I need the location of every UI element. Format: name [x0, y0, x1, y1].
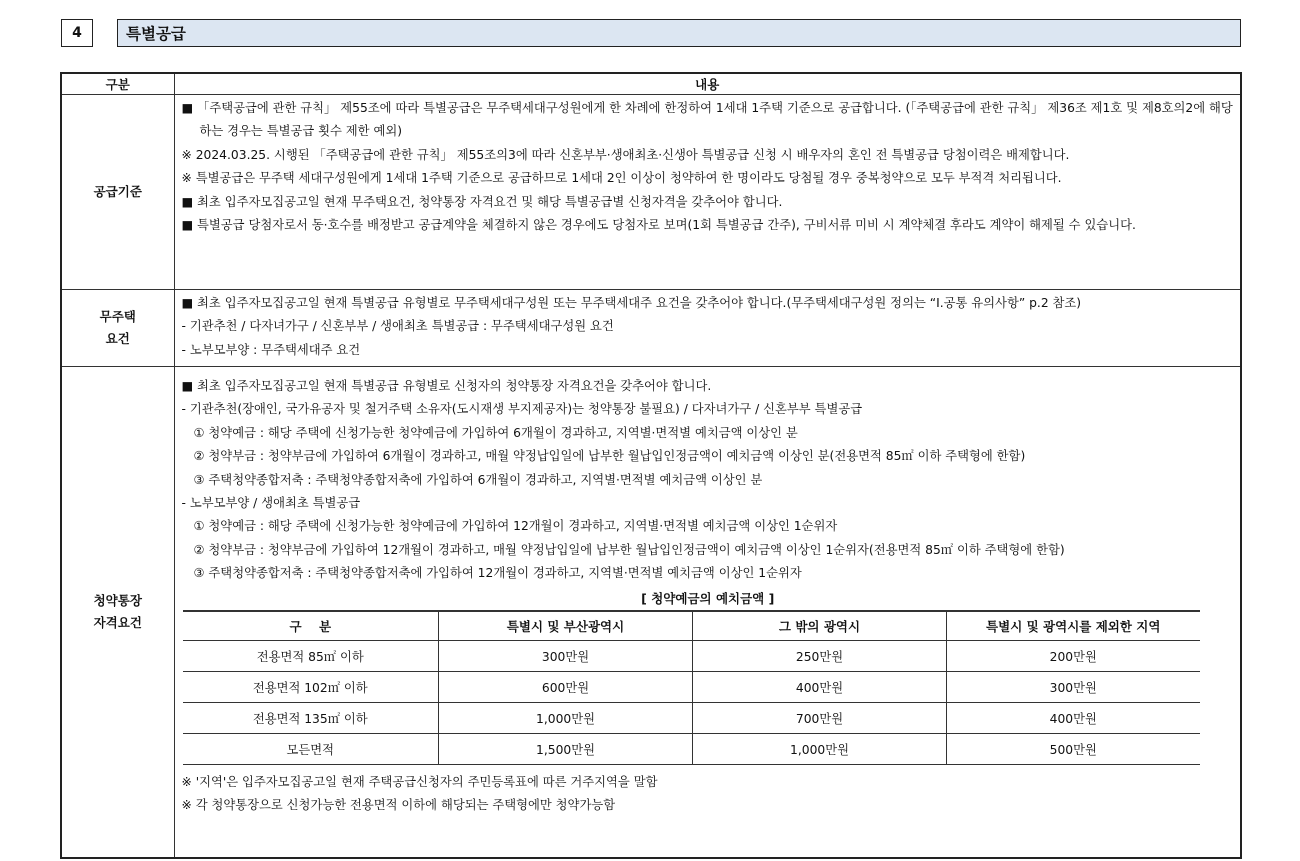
table-cell: 1,500만원 [439, 733, 693, 764]
content-line: ■ 특별공급 당첨자로서 동·호수를 배정받고 공급계약을 체결하지 않은 경우에도 당첨자로 보며(1회 특별공급 간주), 구비서류 미비 시 계약체결 후라도 계약이 해제될 수 있습니다. [181, 218, 1136, 233]
content-line: - 기관추천(장애인, 국가유공자 및 철거주택 소유자(도시재생 부지제공자)는 청약통장 불필요) / 다자녀가구 / 신혼부부 특별공급 [181, 402, 863, 417]
note-line: ※ '지역'은 입주자모집공고일 현재 주택공급신청자의 주민등록표에 따른 거주지역을 말함 [181, 774, 658, 789]
special-supply-table [60, 72, 1242, 859]
table-row [183, 640, 1200, 671]
deposit-header-cell: 구 분 [183, 611, 439, 641]
table-cell: 500만원 [947, 733, 1200, 764]
content-cell [174, 290, 1241, 367]
table-cell: 전용면적 135㎡ 이하 [183, 702, 439, 733]
content-line: ③ 주택청약종합저축 : 주택청약종합저축에 가입하여 6개월이 경과하고, 지역별·면적별 예치금액 이상인 분 [193, 472, 763, 487]
category-cell [61, 95, 174, 290]
table-cell: 400만원 [947, 702, 1200, 733]
category-label: 자격요건 [93, 615, 142, 630]
category-label: 공급기준 [93, 184, 142, 199]
content-line: ① 청약예금 : 해당 주택에 신청가능한 청약예금에 가입하여 6개월이 경과하고, 지역별·면적별 예치금액 이상인 분 [193, 425, 798, 440]
table-cell: 400만원 [693, 671, 947, 702]
row-homeless-requirement [61, 290, 1241, 367]
content-line: ■ 최초 입주자모집공고일 현재 무주택요건, 청약통장 자격요건 및 해당 특별공급별 신청자격을 갖추어야 합니다. [181, 194, 783, 209]
note-line: ※ 각 청약통장으로 신청가능한 전용면적 이하에 해당되는 주택형에만 청약가능함 [181, 798, 616, 813]
table-cell: 700만원 [693, 702, 947, 733]
category-cell [61, 290, 174, 367]
content-line: ② 청약부금 : 청약부금에 가입하여 12개월이 경과하고, 매월 약정납입일에 납부한 월납입인정금액이 예치금액 이상인 1순위자(전용면적 85㎡ 이하 주택형에 한함) [193, 542, 1065, 557]
table-cell: 1,000만원 [693, 733, 947, 764]
table-cell: 전용면적 102㎡ 이하 [183, 671, 439, 702]
table-cell: 200만원 [947, 640, 1200, 671]
content-cell [174, 95, 1241, 290]
content-line: ■ 최초 입주자모집공고일 현재 특별공급 유형별로 무주택세대구성원 또는 무주택세대주 요건을 갖추어야 합니다.(무주택세대구성원 정의는 “Ⅰ.공통 유의사항” p.2 참조) [181, 296, 1082, 310]
deposit-table-header [183, 611, 1200, 641]
content-line: - 노부모부양 / 생애최초 특별공급 [181, 496, 361, 511]
content-line: ③ 주택청약종합저축 : 주택청약종합저축에 가입하여 12개월이 경과하고, 지역별·면적별 예치금액 이상인 1순위자 [193, 566, 802, 581]
table-row [183, 671, 1200, 702]
category-label: 무주택 [99, 309, 136, 324]
table-cell: 전용면적 85㎡ 이하 [183, 640, 439, 671]
deposit-table-caption: [ 청약예금의 예치금액 ] [641, 590, 775, 606]
section-number: 4 [61, 19, 93, 47]
header-content: 내용 [174, 73, 1241, 95]
category-label: 청약통장 [93, 593, 142, 608]
table-row [183, 733, 1200, 764]
content-line: ① 청약예금 : 해당 주택에 신청가능한 청약예금에 가입하여 12개월이 경과하고, 지역별·면적별 예치금액 이상인 1순위자 [193, 519, 838, 534]
content-line: ■ 「주택공급에 관한 규칙」 제55조에 따라 특별공급은 무주택세대구성원에게 한 차례에 한정하여 1세대 1주택 기준으로 공급합니다. (「주택공급에 관한 규칙」 제36조 제1호 및 제8호의2에 해당하는 경우는 특별공급 횟수 제한 예외) [181, 101, 1233, 139]
table-cell: 250만원 [693, 640, 947, 671]
content-line: ※ 2024.03.25. 시행된 「주택공급에 관한 규칙」 제55조의3에 따라 신혼부부·생애최초·신생아 특별공급 신청 시 배우자의 혼인 전 특별공급 당첨이력은 배제합니다. [181, 147, 1070, 162]
category-cell [61, 367, 174, 859]
table-cell: 모든면적 [183, 733, 439, 764]
table-cell: 1,000만원 [439, 702, 693, 733]
category-label: 요건 [105, 331, 130, 346]
table-cell: 600만원 [439, 671, 693, 702]
row-savings-account-requirement [61, 367, 1241, 859]
table-cell: 300만원 [947, 671, 1200, 702]
content-line: - 노부모부양 : 무주택세대주 요건 [181, 342, 361, 357]
table-row [183, 702, 1200, 733]
content-line: - 기관추천 / 다자녀가구 / 신혼부부 / 생애최초 특별공급 : 무주택세대구성원 요건 [181, 319, 614, 334]
section-title: 특별공급 [117, 19, 1241, 47]
deposit-header-cell: 특별시 및 부산광역시 [439, 611, 693, 641]
deposit-amount-table [183, 610, 1200, 765]
content-line: ② 청약부금 : 청약부금에 가입하여 6개월이 경과하고, 매월 약정납입일에 납부한 월납입인정금액이 예치금액 이상인 분(전용면적 85㎡ 이하 주택형에 한함) [193, 449, 1026, 464]
row-supply-criteria [61, 95, 1241, 290]
deposit-header-cell: 특별시 및 광역시를 제외한 지역 [947, 611, 1200, 641]
table-cell: 300만원 [439, 640, 693, 671]
content-line: ※ 특별공급은 무주택 세대구성원에게 1세대 1주택 기준으로 공급하므로 1세대 2인 이상이 청약하여 한 명이라도 당첨될 경우 중복청약으로 모두 부적격 처리됩니다. [181, 171, 1062, 186]
content-cell [174, 367, 1241, 859]
content-line: ■ 최초 입주자모집공고일 현재 특별공급 유형별로 신청자의 청약통장 자격요건을 갖추어야 합니다. [181, 379, 712, 393]
header-category: 구분 [61, 73, 174, 95]
deposit-header-cell: 그 밖의 광역시 [693, 611, 947, 641]
